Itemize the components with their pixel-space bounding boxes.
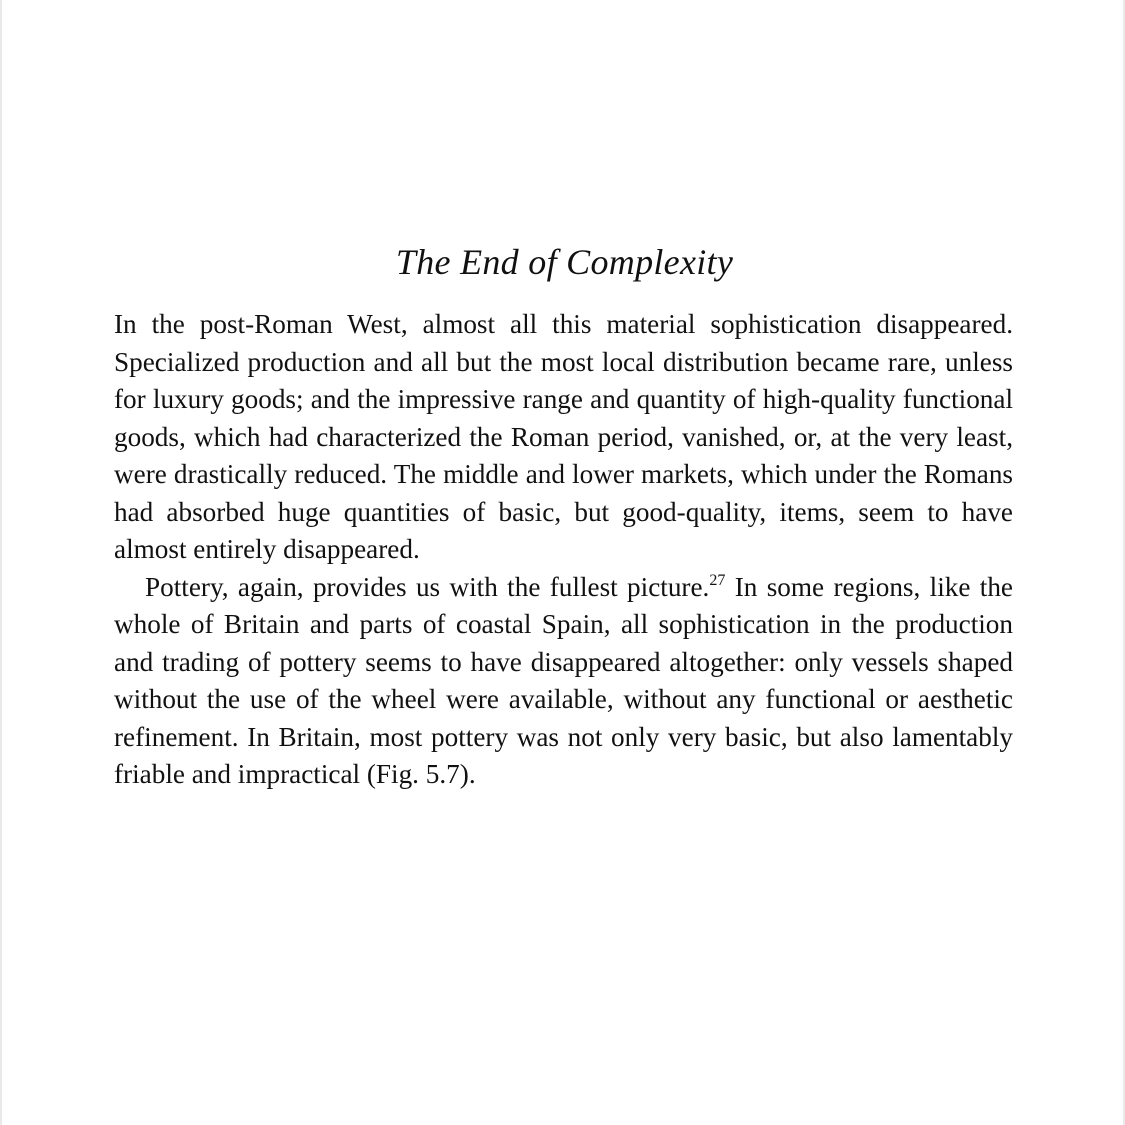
paragraph-2-text-before-note: Pottery, again, provides us with the fullest picture. [145, 571, 710, 602]
paragraph-2-text-after-note: In some regions, like the whole of Britain and parts of coastal Spain, all sophistication in the production and trading of pottery seems to have disappeared altogether: only vessels shaped without the use of the wheel were available, without any functional or aesthetic refinement. In Britain, most pottery was not only very basic, but also lamentably friable and impractical (Fig. 5.7). [114, 571, 1013, 789]
chapter-running-head: The End of Complexity [395, 242, 734, 282]
paragraph-2 [114, 569, 1013, 794]
body-text [114, 306, 1013, 794]
footnote-reference[interactable]: 27 [709, 571, 726, 589]
paragraph-1: In the post-Roman West, almost all this material sophistication disappeared. Specialized production and all but the most local distribution became rare, unless for luxury goods; and the impressive range and quantity of high-quality functional goods, which had characterized the Roman period, vanished, or, at the very least, were drastically reduced. The middle and lower markets, which under the Romans had absorbed huge quantities of basic, but good-quality, items, seem to have almost entirely disappeared. [114, 309, 1013, 564]
